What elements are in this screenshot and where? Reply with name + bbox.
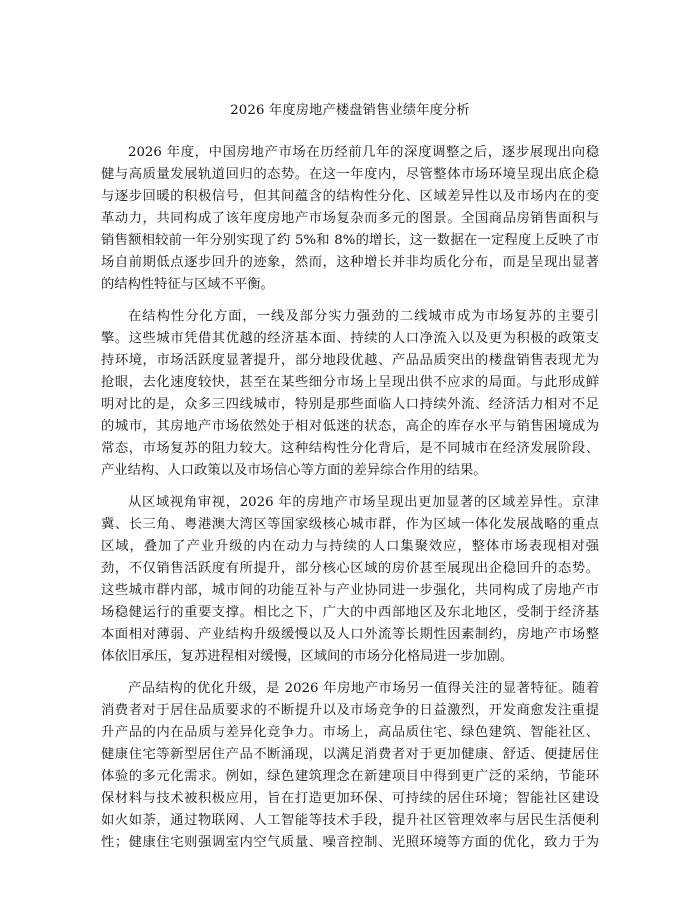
text-line: 消费者对于居住品质要求的不断提升以及市场竞争的日益激烈，开发商愈发注重提 (101, 703, 599, 718)
text-line: 冀、长三角、粤港澳大湾区等国家级核心城市群，作为区域一体化发展战略的重点 (101, 517, 599, 532)
paragraph (101, 492, 599, 668)
text-line: 从区域视角审视，2026 年的房地产市场呈现出更加显著的区域差异性。京津 (128, 495, 599, 510)
text-line: 在结构性分化方面，一线及部分实力强劲的二线城市成为市场复苏的主要引 (128, 309, 599, 324)
text-line: 场自前期低点逐步回升的迹象，然而，这种增长并非均质化分布，而是呈现出显著 (101, 255, 599, 270)
text-line: 性；健康住宅则强调室内空气质量、噪音控制、光照环境等方面的优化，致力于为 (101, 835, 599, 850)
text-line: 产品结构的优化升级，是 2026 年房地产市场另一值得关注的显著特征。随着 (128, 681, 599, 696)
text-line: 体验的多元化需求。例如，绿色建筑理念在新建项目中得到更广泛的采纳，节能环 (101, 769, 599, 784)
text-line: 场稳健运行的重要支撑。相比之下，广大的中西部地区及东北地区，受制于经济基 (101, 605, 599, 620)
text-line: 如火如荼，通过物联网、人工智能等技术手段，提升社区管理效率与居民生活便利 (101, 813, 599, 828)
text-line: 的城市，其房地产市场依然处于相对低迷的状态，高企的库存水平与销售困境成为 (101, 419, 599, 434)
text-line: 保材料与技术被积极应用，旨在打造更加环保、可持续的居住环境；智能社区建设 (101, 791, 599, 806)
text-line: 这些城市群内部，城市间的功能互补与产业协同进一步强化，共同构成了房地产市 (101, 583, 599, 598)
text-line: 本面相对薄弱、产业结构升级缓慢以及人口外流等长期性因素制约，房地产市场整 (101, 627, 599, 642)
text-line: 升产品的内在品质与差异化竞争力。市场上，高品质住宅、绿色建筑、智能社区、 (101, 725, 599, 740)
text-line: 常态，市场复苏的阻力较大。这种结构性分化背后，是不同城市在经济发展阶段、 (101, 441, 599, 456)
text-line: 抢眼，去化速度较快，甚至在某些细分市场上呈现出供不应求的局面。与此形成鲜 (101, 375, 599, 390)
paragraph (101, 678, 599, 854)
text-line: 革动力，共同构成了该年度房地产市场复杂而多元的图景。全国商品房销售面积与 (101, 211, 599, 226)
text-line: 擎。这些城市凭借其优越的经济基本面、持续的人口净流入以及更为积极的政策支 (101, 331, 599, 346)
text-line: 的结构性特征与区域不平衡。 (101, 277, 274, 292)
text-line: 2026 年度，中国房地产市场在历经前几年的深度调整之后，逐步展现出向稳 (128, 145, 599, 160)
text-line: 产业结构、人口政策以及市场信心等方面的差异综合作用的结果。 (101, 463, 487, 478)
paragraph (101, 142, 599, 296)
text-line: 健康住宅等新型居住产品不断涌现，以满足消费者对于更加健康、舒适、便捷居住 (101, 747, 599, 762)
text-line: 明对比的是，众多三四线城市，特别是那些面临人口持续外流、经济活力相对不足 (101, 397, 599, 412)
document-body (101, 142, 599, 864)
text-line: 体依旧承压，复苏进程相对缓慢，区域间的市场分化格局进一步加剧。 (101, 649, 514, 664)
text-line: 持环境，市场活跃度显著提升，部分地段优越、产品品质突出的楼盘销售表现尤为 (101, 353, 599, 368)
text-line: 劲，不仅销售活跃度有所提升，部分核心区域的房价甚至展现出企稳回升的态势。 (101, 561, 599, 576)
text-line: 销售额相较前一年分别实现了约 5%和 8%的增长，这一数据在一定程度上反映了市 (101, 233, 599, 248)
document-title: 2026 年度房地产楼盘销售业绩年度分析 (230, 103, 470, 118)
text-line: 健与高质量发展轨道回归的态势。在这一年度内，尽管整体市场环境呈现出底企稳 (101, 167, 599, 182)
text-line: 区域，叠加了产业升级的内在动力与持续的人口集聚效应，整体市场表现相对强 (101, 539, 599, 554)
paragraph (101, 306, 599, 482)
text-line: 与逐步回暖的积极信号，但其间蕴含的结构性分化、区域差异性以及市场内在的变 (101, 189, 599, 204)
